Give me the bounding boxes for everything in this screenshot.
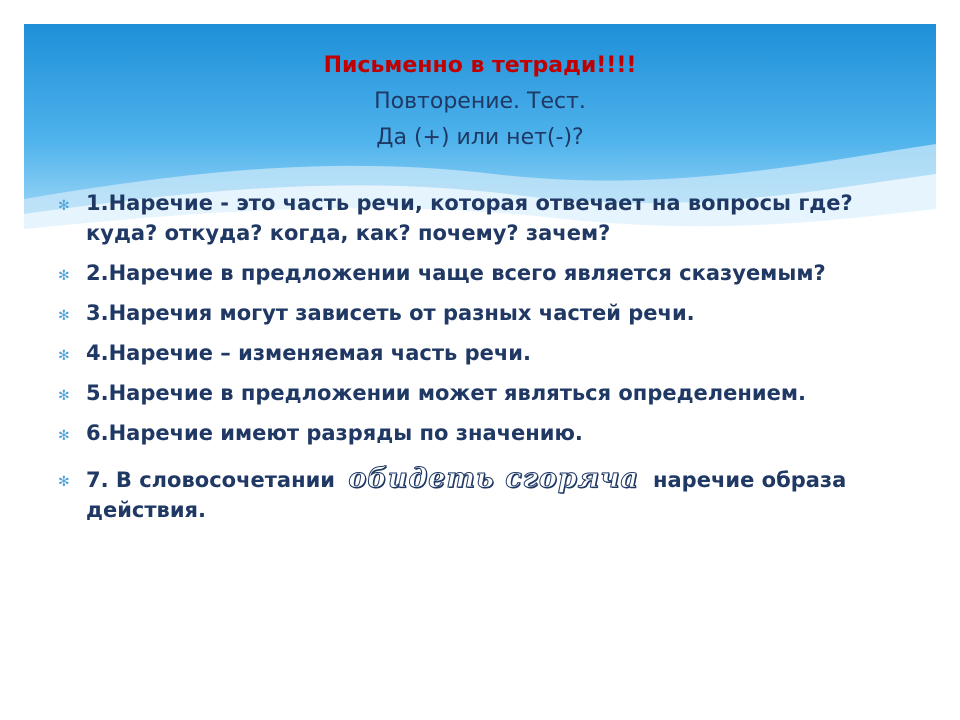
item-text: 3.Наречия могут зависеть от разных частей речи. <box>86 301 695 325</box>
list-item <box>58 464 918 525</box>
list-item <box>58 298 918 328</box>
list-item <box>58 418 918 448</box>
item-text: 4.Наречие – изменяемая часть речи. <box>86 341 531 365</box>
title-line-2: Повторение. Тест. <box>374 89 586 114</box>
slide-title <box>24 48 936 156</box>
asterisk-icon: ✻ <box>58 308 70 324</box>
item-text: 1.Наречие - это часть речи, которая отвечает на вопросы где? куда? откуда? когда, как? почему? зачем? <box>86 191 853 245</box>
asterisk-icon: ✻ <box>58 474 70 490</box>
item-text: 2.Наречие в предложении чаще всего является сказуемым? <box>86 261 826 285</box>
item-text-after: наречие образа действия. <box>86 468 847 522</box>
decorative-phrase: обидеть сгоряча <box>348 463 639 494</box>
item-text: 6.Наречие имеют разряды по значению. <box>86 421 583 445</box>
asterisk-icon: ✻ <box>58 388 70 404</box>
asterisk-icon: ✻ <box>58 348 70 364</box>
asterisk-icon: ✻ <box>58 428 70 444</box>
item-text-before: 7. В словосочетании <box>86 468 336 492</box>
title-line-3: Да (+) или нет(-)? <box>376 125 584 150</box>
list-item <box>58 258 918 288</box>
asterisk-icon: ✻ <box>58 198 70 214</box>
title-line-1: Письменно в тетради!!!! <box>323 53 637 78</box>
list-item <box>58 188 918 248</box>
asterisk-icon: ✻ <box>58 268 70 284</box>
test-questions-list <box>58 188 918 535</box>
item-text: 5.Наречие в предложении может являться определением. <box>86 381 807 405</box>
list-item <box>58 378 918 408</box>
list-item <box>58 338 918 368</box>
